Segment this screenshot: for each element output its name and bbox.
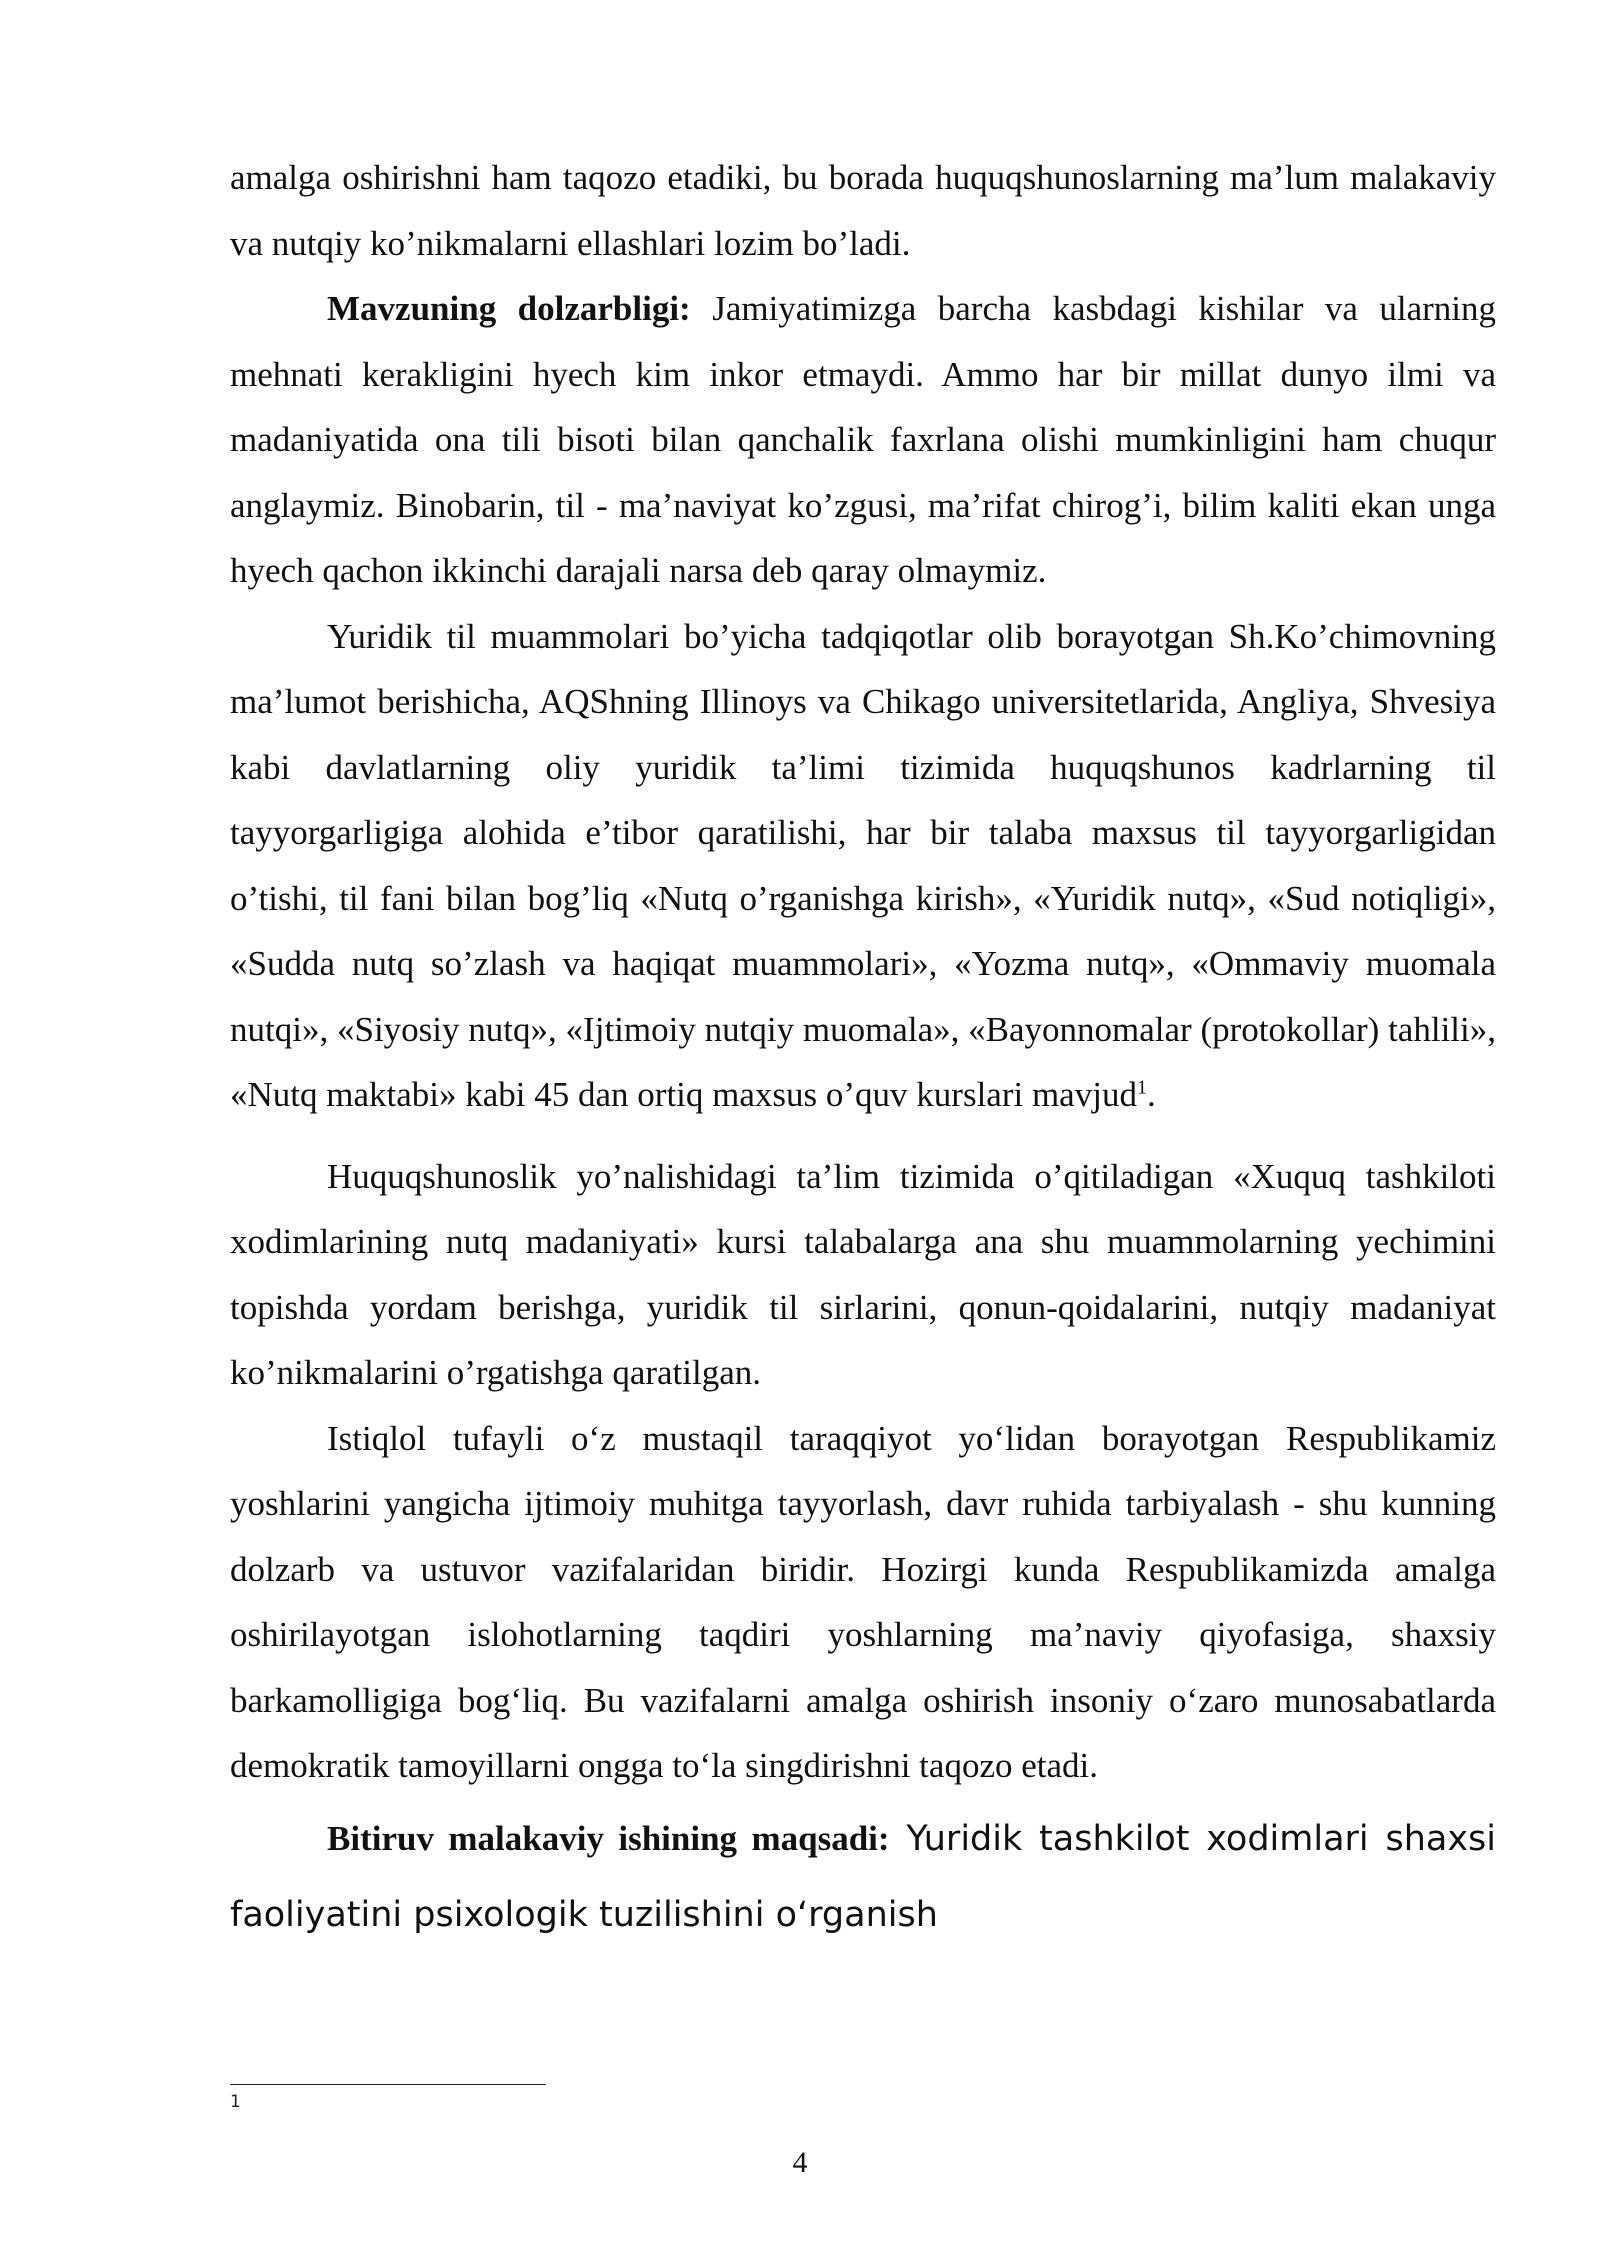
footnote-separator [230, 2084, 546, 2085]
footnote-reference[interactable]: 1 [1136, 1076, 1147, 1099]
page-number: 4 [792, 2146, 808, 2179]
paragraph-lead-heading: Bitiruv malakaviy ishining maqsadi: [327, 1818, 890, 1858]
paragraph-legal-language-research [230, 604, 1496, 1128]
footnote-number: 1 [230, 2092, 241, 2112]
paragraph-text: Huquqshunoslik yo’nalishidagi ta’lim tizimida o’qitiladigan «Xuquq tashkiloti xodimlarining nutq madaniyati» kursi talabalarga ana shu muammolarning yechimini topishda yordam berishga, yuridik til sirlarini, qonun-qoidalarini, nutqiy madaniyat ko’nikmalarini o’rgatishga qaratilgan. [230, 1156, 1496, 1392]
paragraph-tail: . [1146, 1075, 1156, 1114]
paragraph-independence-youth [230, 1406, 1496, 1799]
paragraph-intro-continuation [230, 145, 1496, 276]
paragraph-course-description [230, 1144, 1496, 1406]
paragraph-text: amalga oshirishni ham taqozo etadiki, bu borada huquqshunoslarning ma’lum malakaviy va nutqiy ko’nikmalarni ellashlari lozim bo’ladi. [230, 158, 1496, 263]
paragraph-topic-relevance [230, 276, 1496, 604]
paragraph-text: Jamiyatimizga barcha kasbdagi kishilar va ularning mehnati kerakligini hyech kim inkor etmaydi. Ammo har bir millat dunyo ilmi va madaniyatida ona tili bisoti bilan qanchalik faxrlana olishi mumkinligini ham chuqur anglaymiz. Binobarin, til - ma’naviyat ko’zgusi, ma’rifat chirog’i, bilim kaliti ekan unga hyech qachon ikkinchi darajali narsa deb qaray olmaymiz. [230, 289, 1496, 590]
paragraph-text: Yuridik til muammolari bo’yicha tadqiqotlar olib borayotgan Sh.Ko’chimovning ma’lumot berishicha, AQShning Illinoys va Chikago universitetlarida, Angliya, Shvesiya kabi davlatlarning oliy yuridik ta’limi tizimida huquqshunos kadrlarning til tayyorgarligiga alohida e’tibor qaratilishi, har bir talaba maxsus til tayyorgarligidan o’tishi, til fani bilan bog’liq «Nutq o’rganishga kirish», «Yuridik nutq», «Sud notiqligi», «Sudda nutq so’zlash va haqiqat muammolari», «Yozma nutq», «Ommaviy muomala nutqi», «Siyosiy nutq», «Ijtimoiy nutqiy muomala», «Bayonnomalar (protokollar) tahlili», «Nutq maktabi» kabi 45 dan ortiq maxsus o’quv kurslari mavjud [230, 616, 1496, 1114]
paragraph-text: Yuridik tashkilot xodimlari shaxsi faoliyatini psixologik tuzilishini o‘rganish [230, 1818, 1496, 1935]
paragraph-text: Istiqlol tufayli o‘z mustaqil taraqqiyot yo‘lidan borayotgan Respublikamiz yoshlarini yangicha ijtimoiy muhitga tayyorlash, davr ruhida tarbiyalash - shu kunning dolzarb va ustuvor vazifalaridan biridir. Hozirgi kunda Respublikamizda amalga oshirilayotgan islohotlarning taqdiri yoshlarning ma’naviy qiyofasiga, shaxsiy barkamolligiga bog‘liq. Bu vazifalarni amalga oshirish insoniy o‘zaro munosabatlarda demokratik tamoyillarni ongga to‘la singdirishni taqozo etadi. [230, 1418, 1496, 1785]
document-page [230, 145, 1496, 1953]
paragraph-lead-heading: Mavzuning dolzarbligi: [327, 289, 691, 328]
paragraph-thesis-goal [230, 1801, 1496, 1953]
